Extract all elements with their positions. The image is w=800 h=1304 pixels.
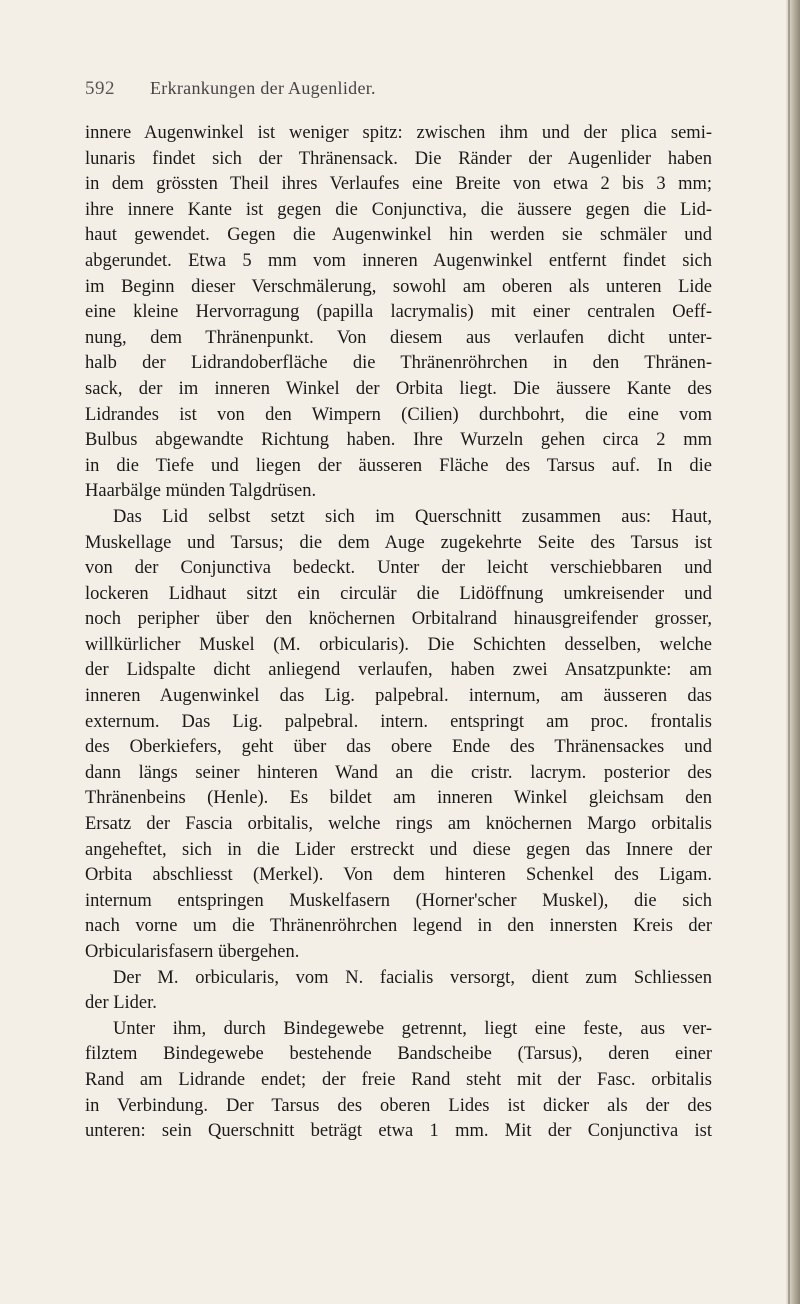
text-line: nung, dem Thränenpunkt. Von diesem aus verlaufen dicht unter- [85, 327, 712, 348]
text-line: internum entspringen Muskelfasern (Horner'scher Muskel), die sich [85, 890, 712, 911]
text-line: Haarbälge münden Talgdrüsen. [85, 481, 317, 502]
text-line: haut gewendet. Gegen die Augenwinkel hin werden sie schmäler und [85, 225, 712, 246]
text-line: lockeren Lidhaut sitzt ein circulär die Lidöffnung umkreisender und [85, 583, 712, 604]
text-line: nach vorne um die Thränenröhrchen legend in den innersten Kreis der [85, 916, 712, 937]
text-line: in dem grössten Theil ihres Verlaufes eine Breite von etwa 2 bis 3 mm; [85, 174, 712, 195]
text-line: des Oberkiefers, geht über das obere Ende des Thränensackes und [85, 737, 712, 758]
text-line: Unter ihm, durch Bindegewebe getrennt, liegt eine feste, aus ver- [113, 1018, 712, 1039]
text-line: filztem Bindegewebe bestehende Bandscheibe (Tarsus), deren einer [85, 1044, 712, 1065]
body-text [85, 121, 712, 1145]
text-line: Ersatz der Fascia orbitalis, welche rings am knöchernen Margo orbitalis [85, 814, 712, 835]
text-line: Rand am Lidrande endet; der freie Rand steht mit der Fasc. orbitalis [85, 1069, 712, 1090]
text-line: angeheftet, sich in die Lider erstreckt und diese gegen das Innere der [85, 839, 712, 860]
text-line: Bulbus abgewandte Richtung haben. Ihre Wurzeln gehen circa 2 mm [85, 430, 712, 451]
text-line: externum. Das Lig. palpebral. intern. entspringt am proc. frontalis [85, 711, 712, 732]
text-line: Lidrandes ist von den Wimpern (Cilien) durchbohrt, die eine vom [85, 404, 712, 425]
text-line: in die Tiefe und liegen der äusseren Fläche des Tarsus auf. In die [85, 455, 712, 476]
text-line: in Verbindung. Der Tarsus des oberen Lides ist dicker als der des [85, 1095, 712, 1116]
text-line: eine kleine Hervorragung (papilla lacrymalis) mit einer centralen Oeff- [85, 302, 712, 323]
text-line: noch peripher über den knöchernen Orbitalrand hinausgreifender grosser, [85, 609, 712, 630]
text-line: unteren: sein Querschnitt beträgt etwa 1 mm. Mit der Conjunctiva ist [85, 1121, 712, 1142]
text-line: lunaris findet sich der Thränensack. Die Ränder der Augenlider haben [85, 148, 712, 169]
text-line: sack, der im inneren Winkel der Orbita liegt. Die äussere Kante des [85, 378, 712, 399]
text-line: innere Augenwinkel ist weniger spitz: zwischen ihm und der plica semi- [85, 123, 712, 143]
text-line: inneren Augenwinkel das Lig. palpebral. internum, am äusseren das [85, 686, 712, 707]
text-line: willkürlicher Muskel (M. orbicularis). Die Schichten desselben, welche [85, 634, 712, 655]
text-line: Thränenbeins (Henle). Es bildet am inneren Winkel gleichsam den [85, 788, 712, 809]
text-line: Orbicularisfasern übergehen. [85, 942, 300, 962]
text-line: abgerundet. Etwa 5 mm vom inneren Augenwinkel entfernt findet sich [85, 250, 712, 271]
page-number: 592 [85, 78, 115, 99]
text-line: von der Conjunctiva bedeckt. Unter der leicht verschiebbaren und [85, 558, 712, 579]
text-line: Das Lid selbst setzt sich im Querschnitt zusammen aus: Haut, [113, 506, 712, 527]
text-line: der Lider. [85, 993, 157, 1014]
running-head [85, 78, 715, 102]
text-line: ihre innere Kante ist gegen die Conjunctiva, die äussere gegen die Lid- [85, 199, 712, 220]
page-edge-shadow [788, 0, 790, 1304]
text-line: der Lidspalte dicht anliegend verlaufen, haben zwei Ansatzpunkte: am [85, 660, 712, 681]
text-line: Der M. orbicularis, vom N. facialis versorgt, dient zum Schliessen [113, 967, 712, 988]
text-line: dann längs seiner hinteren Wand an die cristr. lacrym. posterior des [85, 762, 712, 783]
text-line: Muskellage und Tarsus; die dem Auge zugekehrte Seite des Tarsus ist [85, 532, 712, 553]
text-line: im Beginn dieser Verschmälerung, sowohl am oberen als unteren Lide [85, 276, 712, 297]
text-line: halb der Lidrandoberfläche die Thränenröhrchen in den Thränen- [85, 353, 712, 374]
running-title: Erkrankungen der Augenlider. [150, 78, 376, 98]
text-line: Orbita abschliesst (Merkel). Von dem hinteren Schenkel des Ligam. [85, 865, 712, 886]
